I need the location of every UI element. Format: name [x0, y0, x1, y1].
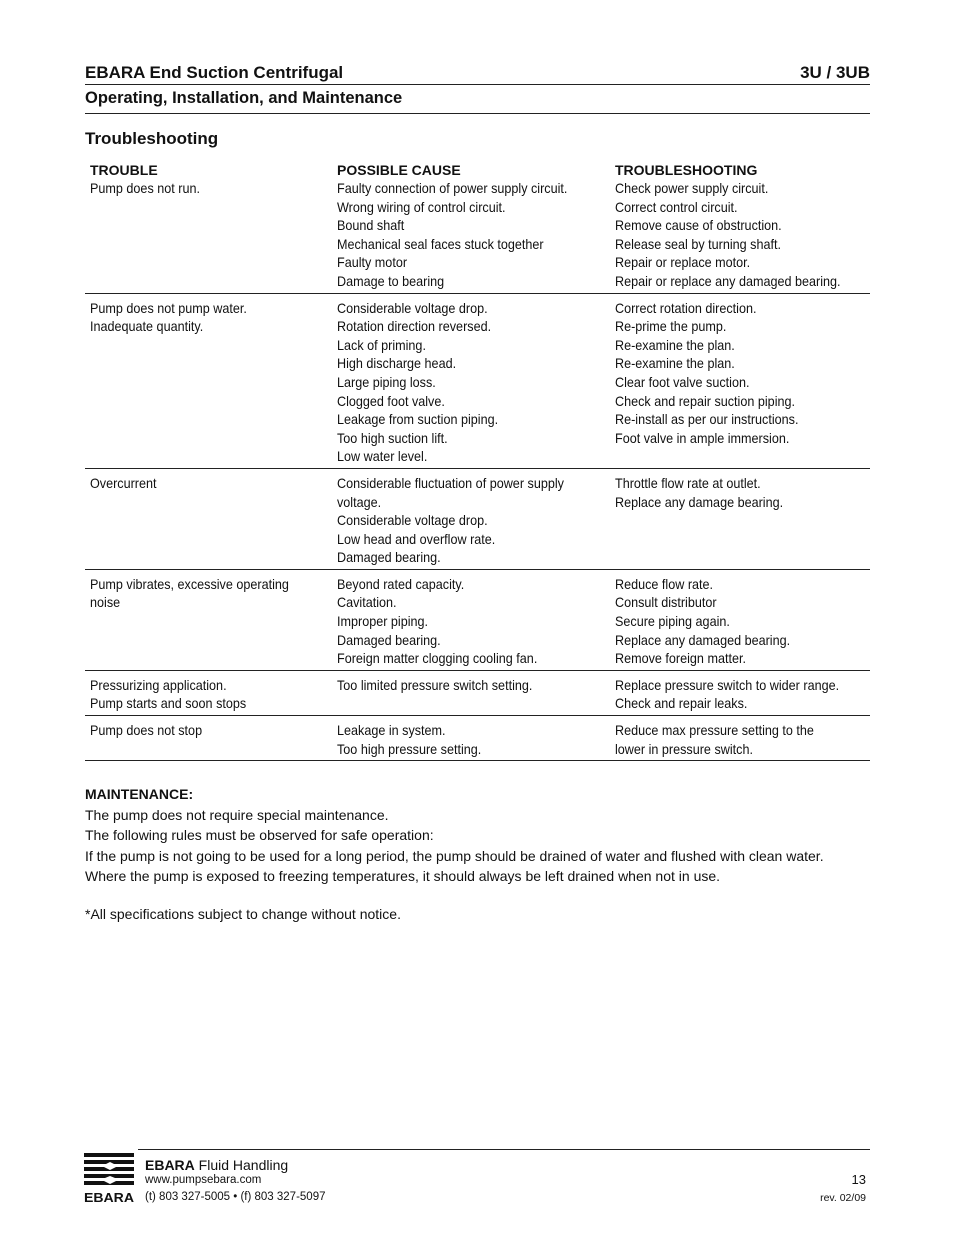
table-row: [85, 569, 870, 670]
cell-line: Damaged bearing.: [337, 631, 441, 648]
troubleshooting-cell-text: [615, 474, 870, 511]
cell-line: Low water level.: [337, 448, 428, 465]
cell-line: Considerable voltage drop.: [337, 512, 488, 529]
page-header: [85, 58, 870, 114]
page-number: 13: [851, 1172, 866, 1187]
troubleshooting-cell: [615, 179, 870, 293]
cell-line: Consult distributor: [615, 594, 717, 611]
cell-line: Replace pressure switch to wider range.: [615, 676, 840, 693]
column-header-troubleshooting: TROUBLESHOOTING: [615, 162, 758, 178]
table-row: [85, 179, 870, 293]
cell-line: Inadequate quantity.: [90, 318, 204, 335]
troubleshooting-cell: [615, 468, 870, 569]
troubleshooting-cell: [615, 670, 870, 715]
footer-contact-phone: (t) 803 327-5005 • (f) 803 327-5097: [145, 1191, 326, 1203]
trouble-cell: [85, 716, 337, 761]
troubleshooting-cell: [615, 293, 870, 468]
table-row: [85, 670, 870, 715]
maintenance-line: The pump does not require special maintenance.: [85, 806, 389, 823]
possible-cause-cell: [337, 468, 615, 569]
possible-cause-cell: [337, 716, 615, 761]
trouble-cell-text: [90, 179, 337, 198]
cell-line: Repair or replace motor.: [615, 254, 751, 271]
cell-line: Re-examine the plan.: [615, 336, 735, 353]
cell-line: Replace any damage bearing.: [615, 493, 784, 510]
troubleshooting-cell: [615, 569, 870, 670]
cell-line: Pressurizing application.: [90, 676, 227, 693]
cell-line: Pump starts and soon stops: [90, 695, 247, 712]
cell-line: voltage.: [337, 493, 382, 510]
possible-cause-cell: [337, 293, 615, 468]
trouble-cell: [85, 569, 337, 670]
cell-line: Replace any damaged bearing.: [615, 631, 791, 648]
trouble-cell-text: [90, 299, 337, 336]
cell-line: Considerable fluctuation of power supply: [337, 474, 564, 491]
cell-line: Overcurrent: [90, 474, 157, 491]
cell-line: Remove cause of obstruction.: [615, 217, 782, 234]
troubleshooting-cell: [615, 716, 870, 761]
model-number: 3U / 3UB: [800, 63, 870, 82]
cell-line: Release seal by turning shaft.: [615, 235, 782, 252]
possible-cause-cell-text: [337, 721, 615, 758]
table-row: [85, 293, 870, 468]
cell-line: Pump vibrates, excessive operating: [90, 575, 289, 592]
cell-line: Damage to bearing: [337, 272, 445, 289]
document-title: EBARA End Suction Centrifugal: [85, 63, 344, 82]
table-header-row: [85, 161, 870, 179]
cell-line: Repair or replace any damaged bearing.: [615, 272, 841, 289]
cell-line: Re-prime the pump.: [615, 318, 727, 335]
cell-line: Too high pressure setting.: [337, 740, 482, 757]
troubleshooting-cell-text: [615, 676, 870, 713]
cell-line: Clear foot valve suction.: [615, 373, 750, 390]
trouble-cell: [85, 468, 337, 569]
cell-line: Check and repair leaks.: [615, 695, 748, 712]
cell-line: Reduce max pressure setting to the: [615, 722, 814, 739]
possible-cause-cell: [337, 569, 615, 670]
cell-line: Too limited pressure switch setting.: [337, 676, 533, 693]
cell-line: High discharge head.: [337, 355, 457, 372]
possible-cause-cell-text: [337, 575, 615, 668]
maintenance-heading: MAINTENANCE:: [85, 786, 194, 802]
cell-line: Re-install as per our instructions.: [615, 411, 799, 428]
cell-line: Leakage in system.: [337, 722, 446, 739]
possible-cause-cell-text: [337, 676, 615, 695]
cell-line: Faulty connection of power supply circuit.: [337, 180, 568, 196]
cell-line: Too high suction lift.: [337, 429, 448, 446]
cell-line: Throttle flow rate at outlet.: [615, 474, 761, 491]
table-body: [85, 179, 870, 761]
table-row: [85, 716, 870, 761]
trouble-cell-text: [90, 474, 337, 493]
trouble-cell-text: [90, 676, 337, 713]
cell-line: Leakage from suction piping.: [337, 411, 499, 428]
footer-division: Fluid Handling: [198, 1157, 289, 1173]
maintenance-section: [85, 784, 885, 887]
cell-line: Check power supply circuit.: [615, 180, 769, 196]
troubleshooting-table: [85, 161, 870, 761]
cell-line: Large piping loss.: [337, 373, 436, 390]
logo-wordmark: EBARA: [84, 1191, 134, 1205]
column-header-cause: POSSIBLE CAUSE: [337, 162, 461, 178]
possible-cause-cell-text: [337, 179, 615, 291]
section-title: Troubleshooting: [85, 129, 219, 148]
maintenance-line: The following rules must be observed for safe operation:: [85, 827, 434, 844]
maintenance-line: If the pump is not going to be used for a long period, the pump should be drained of water and flushed with clean water.: [85, 847, 824, 864]
cell-line: Pump does not pump water.: [90, 299, 247, 316]
cell-line: Faulty motor: [337, 254, 408, 271]
cell-line: Lack of priming.: [337, 336, 426, 353]
trouble-cell-text: [90, 721, 337, 740]
ebara-logo-icon: [84, 1153, 136, 1205]
cell-line: Foreign matter clogging cooling fan.: [337, 650, 538, 667]
troubleshooting-cell-text: [615, 721, 870, 758]
cell-line: noise: [90, 594, 121, 611]
cell-line: Beyond rated capacity.: [337, 575, 465, 592]
cell-line: Pump does not stop: [90, 722, 203, 739]
troubleshooting-cell-text: [615, 299, 870, 448]
cell-line: Cavitation.: [337, 594, 397, 611]
cell-line: Bound shaft: [337, 217, 405, 234]
troubleshooting-cell-text: [615, 179, 870, 291]
cell-line: Check and repair suction piping.: [615, 392, 796, 409]
cell-line: Considerable voltage drop.: [337, 299, 488, 316]
cell-line: Pump does not run.: [90, 180, 200, 196]
disclaimer-note: *All specifications subject to change without notice.: [85, 906, 401, 922]
possible-cause-cell: [337, 179, 615, 293]
footer-website-link[interactable]: www.pumpsebara.com: [145, 1174, 262, 1186]
cell-line: Clogged foot valve.: [337, 392, 445, 409]
cell-line: Damaged bearing.: [337, 549, 441, 566]
footer-divider: [138, 1149, 870, 1150]
footer-company: [145, 1157, 288, 1173]
possible-cause-cell-text: [337, 474, 615, 567]
trouble-cell: [85, 670, 337, 715]
cell-line: Remove foreign matter.: [615, 650, 746, 667]
document-subtitle: Operating, Installation, and Maintenance: [85, 85, 870, 114]
cell-line: Secure piping again.: [615, 613, 730, 630]
cell-line: Low head and overflow rate.: [337, 530, 496, 547]
trouble-cell: [85, 293, 337, 468]
column-header-trouble: TROUBLE: [90, 162, 158, 178]
cell-line: Reduce flow rate.: [615, 575, 714, 592]
cell-line: Mechanical seal faces stuck together: [337, 235, 544, 252]
possible-cause-cell: [337, 670, 615, 715]
cell-line: Rotation direction reversed.: [337, 318, 492, 335]
table-row: [85, 468, 870, 569]
trouble-cell-text: [90, 575, 337, 612]
cell-line: Correct rotation direction.: [615, 299, 757, 316]
cell-line: Foot valve in ample immersion.: [615, 429, 790, 446]
revision-date: rev. 02/09: [820, 1192, 866, 1204]
cell-line: Re-examine the plan.: [615, 355, 735, 372]
troubleshooting-cell-text: [615, 575, 870, 668]
cell-line: Correct control circuit.: [615, 198, 738, 215]
cell-line: lower in pressure switch.: [615, 740, 753, 757]
header-title-row: [85, 58, 870, 85]
possible-cause-cell-text: [337, 299, 615, 466]
cell-line: Improper piping.: [337, 613, 429, 630]
cell-line: Wrong wiring of control circuit.: [337, 198, 506, 215]
trouble-cell: [85, 179, 337, 293]
maintenance-line: Where the pump is exposed to freezing temperatures, it should always be left drained when not in use.: [85, 868, 721, 885]
footer-brand: EBARA: [145, 1157, 195, 1173]
